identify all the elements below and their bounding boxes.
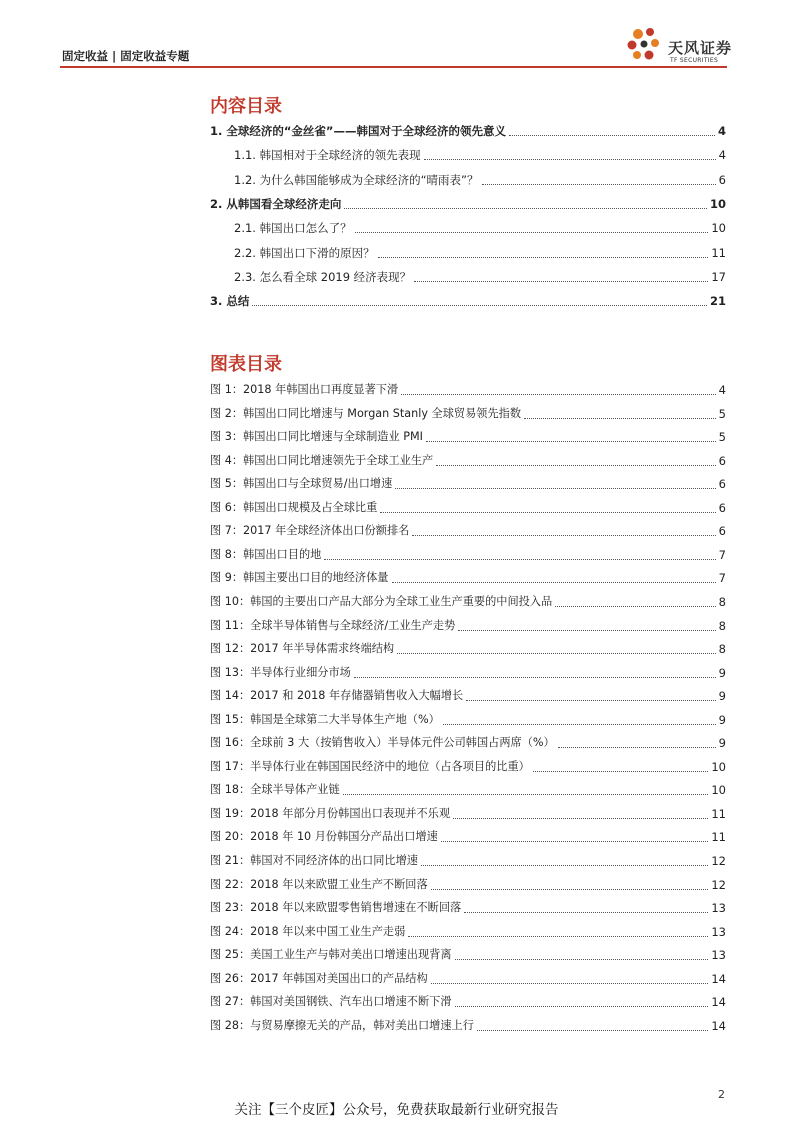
toc-entry[interactable]	[210, 292, 726, 310]
toc-entry-page: 6	[718, 453, 726, 468]
toc-entry-label: 图 1：2018 年韩国出口再度显著下滑	[210, 383, 399, 396]
dot-leader	[414, 281, 708, 282]
toc-entry-label: 图 21：韩国对不同经济体的出口同比增速	[210, 854, 418, 867]
dot-leader	[555, 606, 715, 607]
toc-entry-page: 4	[717, 124, 726, 138]
figure-entry[interactable]	[210, 452, 726, 470]
dot-leader	[509, 135, 715, 136]
toc-entry-label: 图 6：韩国出口规模及占全球比重	[210, 500, 378, 514]
dot-leader	[421, 865, 708, 866]
toc-entry-page: 12	[711, 854, 726, 868]
figure-entry[interactable]	[210, 475, 726, 493]
figure-entry[interactable]	[210, 593, 726, 611]
figure-entry[interactable]	[210, 381, 726, 399]
toc-entry[interactable]	[234, 146, 726, 164]
toc-entry-label: 图 27：韩国对美国钢铁、汽车出口增速不断下滑	[210, 995, 452, 1009]
toc-entry-page: 21	[709, 294, 726, 309]
toc-entry[interactable]	[210, 122, 726, 140]
dot-leader	[466, 700, 715, 701]
toc-entry-page: 9	[718, 736, 726, 751]
toc-entry-page: 14	[711, 1018, 726, 1033]
dot-leader	[443, 724, 716, 725]
toc-entry-page: 4	[718, 148, 726, 163]
toc-entry-page: 14	[711, 995, 726, 1010]
toc-entry-label: 图 11：全球半导体销售与全球经济/工业生产走势	[210, 618, 456, 632]
dot-leader	[324, 559, 715, 560]
figure-entry[interactable]	[210, 852, 726, 870]
logo-text: 天风证券	[668, 39, 733, 57]
dot-leader	[426, 441, 716, 442]
dot-leader	[441, 841, 709, 842]
toc-entry-label: 图 17：半导体行业在韩国国民经济中的地位（占各项目的比重）	[210, 759, 530, 773]
dot-leader	[354, 677, 716, 678]
toc-entry-page: 10	[711, 759, 726, 774]
toc-entry-page: 6	[718, 524, 726, 539]
figure-entry[interactable]	[210, 687, 726, 705]
toc-entry-label: 图 9：韩国主要出口目的地经济体量	[210, 571, 389, 585]
toc-entry-label: 1. 全球经济的“金丝雀”——韩国对于全球经济的领先意义	[210, 124, 506, 138]
toc-entry-page: 5	[718, 406, 726, 421]
toc-entry-page: 6	[718, 172, 726, 187]
dot-leader	[464, 912, 708, 913]
toc-entry-label: 图 4：韩国出口同比增速领先于全球工业生产	[210, 453, 434, 467]
dot-leader	[453, 818, 708, 819]
toc-entry-label: 2.3. 怎么看全球 2019 经济表现？	[234, 269, 412, 284]
dot-leader	[378, 257, 709, 258]
dot-leader	[392, 582, 716, 583]
toc-entry-label: 图 19：2018 年部分月份韩国出口表现并不乐观	[210, 806, 451, 820]
toc-entry-label: 图 7：2017 年全球经济体出口份额排名	[210, 524, 410, 538]
contents-title: 内容目录	[210, 96, 282, 117]
toc-entry-label: 图 28：与贸易摩擦无关的产品，韩对美出口增速上行	[210, 1018, 474, 1032]
toc-entry-page: 7	[718, 547, 726, 562]
dot-leader	[343, 794, 709, 795]
toc-entry-label: 3. 总结	[210, 294, 250, 309]
toc-entry-page: 9	[718, 689, 726, 704]
toc-entry-page: 11	[711, 806, 726, 821]
figure-entry[interactable]	[210, 522, 726, 540]
figure-entry[interactable]	[210, 711, 726, 729]
dot-leader	[458, 630, 715, 631]
toc-entry[interactable]	[234, 244, 726, 262]
figure-entry[interactable]	[210, 758, 726, 776]
figure-entry[interactable]	[210, 923, 726, 941]
header-section-label: 固定收益 | 固定收益专题	[62, 49, 190, 63]
figure-entry[interactable]	[210, 993, 726, 1011]
toc-entry-label: 图 20：2018 年 10 月份韩国分产品出口增速	[210, 830, 438, 844]
figure-entry[interactable]	[210, 899, 726, 917]
toc-entry-page: 13	[711, 924, 726, 939]
toc-entry-page: 13	[711, 901, 726, 916]
dot-leader	[395, 488, 715, 489]
dot-leader	[252, 305, 707, 306]
toc-entry-label: 图 25：美国工业生产与韩对美出口增速出现背离	[210, 948, 452, 962]
toc-entry-label: 1.2. 为什么韩国能够成为全球经济的“晴雨表”？	[234, 172, 479, 187]
toc-entry-page: 14	[711, 971, 726, 986]
figures-title: 图表目录	[210, 354, 282, 375]
toc-entry-label: 图 26：2017 年韩国对美国出口的产品结构	[210, 971, 428, 985]
footer-promo: 关注【三个皮匠】公众号，免费获取最新行业研究报告	[234, 1102, 559, 1118]
toc-entry-page: 10	[711, 221, 726, 236]
dot-leader	[524, 418, 716, 419]
dot-leader	[424, 159, 716, 160]
toc-entry-page: 6	[718, 477, 726, 492]
toc-entry-page: 10	[709, 196, 726, 211]
figure-entry[interactable]	[210, 617, 726, 635]
toc-entry-page: 5	[718, 430, 726, 445]
figure-entry[interactable]	[210, 569, 726, 587]
figure-entry[interactable]	[210, 546, 726, 564]
dot-leader	[401, 394, 716, 395]
figure-entry[interactable]	[210, 405, 726, 423]
dot-leader	[477, 1030, 708, 1031]
toc-entry-page: 4	[718, 383, 726, 397]
toc-entry-page: 17	[711, 269, 726, 284]
dot-leader	[455, 1006, 709, 1007]
toc-entry-page: 12	[711, 877, 726, 892]
dot-leader	[482, 184, 716, 185]
figure-entry[interactable]	[210, 734, 726, 752]
dot-leader	[533, 771, 709, 772]
figure-entry[interactable]	[210, 640, 726, 658]
figure-entry[interactable]	[210, 970, 726, 988]
toc-entry-page: 7	[718, 571, 726, 586]
toc-entry-label: 图 2：韩国出口同比增速与 Morgan Stanly 全球贸易领先指数	[210, 406, 522, 420]
toc-entry-label: 图 8：韩国出口目的地	[210, 547, 322, 561]
tf-securities-logo	[624, 24, 734, 66]
dot-leader	[455, 959, 709, 960]
figure-entry[interactable]	[210, 428, 726, 446]
page-number: 2	[718, 1088, 725, 1101]
dot-leader	[436, 465, 715, 466]
dot-leader	[408, 936, 708, 937]
toc-entry-label: 图 3：韩国出口同比增速与全球制造业 PMI	[210, 430, 423, 444]
dot-leader	[344, 208, 707, 209]
dot-leader	[355, 232, 709, 233]
figure-entry[interactable]	[210, 1017, 726, 1035]
toc-entry-label: 图 22：2018 年以来欧盟工业生产不断回落	[210, 877, 428, 891]
toc-entry-label: 图 18：全球半导体产业链	[210, 783, 340, 797]
logo-flower-icon	[624, 24, 668, 68]
toc-entry-label: 2.1. 韩国出口怎么了？	[234, 221, 352, 236]
toc-entry[interactable]	[234, 268, 726, 286]
toc-entry-label: 图 16：全球前 3 大（按销售收入）半导体元件公司韩国占两席（%）	[210, 736, 555, 750]
toc-entry-page: 10	[711, 783, 726, 798]
toc-entry[interactable]	[234, 171, 726, 189]
toc-entry-page: 9	[718, 665, 726, 680]
toc-entry-label: 图 13：半导体行业细分市场	[210, 665, 351, 679]
toc-entry-label: 图 24：2018 年以来中国工业生产走弱	[210, 924, 406, 938]
toc-entry-page: 8	[718, 642, 726, 657]
toc-entry-page: 13	[711, 948, 726, 963]
dot-leader	[431, 983, 709, 984]
figure-entry[interactable]	[210, 946, 726, 964]
toc-entry-label: 2. 从韩国看全球经济走向	[210, 196, 342, 211]
dot-leader	[380, 512, 715, 513]
header-divider	[60, 66, 727, 68]
toc-entry-label: 1.1. 韩国相对于全球经济的领先表现	[234, 148, 421, 163]
toc-entry[interactable]	[234, 219, 726, 237]
toc-entry-page: 6	[718, 500, 726, 515]
figure-entry[interactable]	[210, 781, 726, 799]
figure-entry[interactable]	[210, 664, 726, 682]
toc-entry-page: 11	[711, 245, 726, 260]
toc-entry-label: 2.2. 韩国出口下滑的原因？	[234, 245, 375, 260]
dot-leader	[412, 535, 715, 536]
figure-entry[interactable]	[210, 876, 726, 894]
figure-entry[interactable]	[210, 499, 726, 517]
toc-entry[interactable]	[210, 195, 726, 213]
toc-entry-page: 11	[711, 830, 726, 845]
figure-entry[interactable]	[210, 828, 726, 846]
logo-subtext: TF SECURITIES	[670, 57, 719, 64]
figure-entry[interactable]	[210, 805, 726, 823]
toc-entry-page: 9	[718, 712, 726, 727]
dot-leader	[397, 653, 716, 654]
toc-entry-label: 图 15：韩国是全球第二大半导体生产地（%）	[210, 712, 440, 726]
toc-entry-label: 图 10：韩国的主要出口产品大部分为全球工业生产重要的中间投入品	[210, 594, 553, 608]
toc-entry-label: 图 14：2017 和 2018 年存储器销售收入大幅增长	[210, 689, 464, 703]
dot-leader	[558, 747, 716, 748]
toc-entry-page: 8	[718, 618, 726, 633]
toc-entry-label: 图 5：韩国出口与全球贸易/出口增速	[210, 477, 393, 491]
toc-entry-label: 图 12：2017 年半导体需求终端结构	[210, 642, 395, 656]
dot-leader	[431, 889, 709, 890]
toc-entry-label: 图 23：2018 年以来欧盟零售销售增速在不断回落	[210, 901, 462, 915]
toc-entry-page: 8	[718, 594, 726, 609]
